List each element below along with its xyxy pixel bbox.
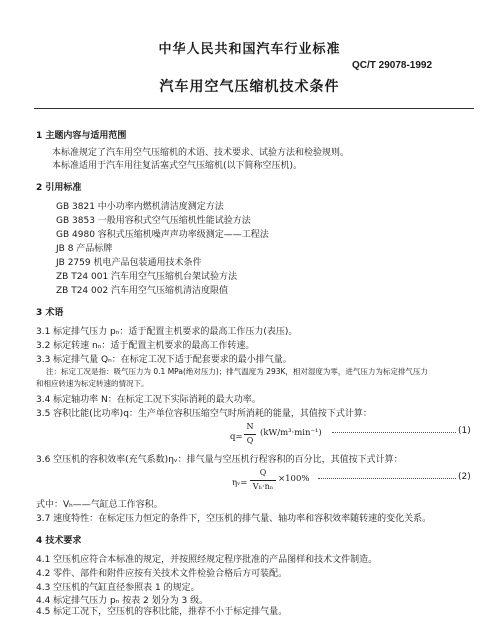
standard-code: QC/T 29078-1992: [352, 60, 433, 71]
formula-2-number: (2): [458, 472, 471, 482]
requirement-4-4: 4.4 标定排气压力 pₙ 按表 2 划分为 3 级。: [36, 596, 209, 606]
requirement-4-3: 4.3 空压机的气缸直径参照表 1 的规定。: [36, 583, 200, 593]
formula-1-lhs: q=: [230, 432, 243, 442]
requirement-4-2: 4.2 零件、部件和附件应按有关技术文件检验合格后方可装配。: [36, 569, 288, 579]
term-note-line-2: 和相应转速为标定转速的情况下。: [36, 379, 149, 388]
formula-1-fraction-bar: [244, 434, 256, 435]
reference-item: ZB T24 001 汽车用空气压缩机台架试验方法: [56, 272, 238, 282]
term-3-1: 3.1 标定排气压力 pₙ：适于配置主机要求的最高工作压力(表压)。: [36, 327, 298, 337]
section-1-paragraph-1: 本标准规定了汽车用空气压缩机的术语、技术要求、试验方法和检验规则。: [52, 148, 350, 158]
section-1-paragraph-2: 本标准适用于汽车用往复活塞式空气压缩机(以下简称空压机)。: [52, 161, 303, 171]
reference-item: GB 3821 中小功率内燃机清洁度测定方法: [56, 202, 224, 212]
formula-1-number: (1): [458, 426, 471, 436]
formula-2-rest: ×100%: [278, 474, 310, 484]
section-1-heading: 1 主题内容与适用范围: [36, 131, 127, 141]
section-3-heading: 3 术语: [36, 308, 64, 318]
title-divider: [34, 108, 474, 109]
reference-item: JB 2759 机电产品包装通用技术条件: [56, 258, 202, 268]
term-3-2: 3.2 标定转速 nₙ：适于配置主机要求的最高工作转速。: [36, 341, 255, 351]
term-3-7: 3.7 速度特性：在标定压力恒定的条件下，空压机的排气量、轴功率和容积效率随转速的变化关系。: [36, 514, 432, 524]
formula-2-numerator: Q: [259, 468, 267, 477]
term-3-3: 3.3 标定排气量 Qₙ：在标定工况下适于配套要求的最小排气量。: [36, 355, 292, 365]
formula-2-leader: [318, 470, 456, 479]
formula-2-denominator: Vₕ·nₙ: [252, 482, 274, 491]
requirement-4-1: 4.1 空压机应符合本标准的规定，并按照经规定程序批准的产品图样和技术文件制造。: [36, 555, 378, 565]
reference-item: GB 3853 一般用容积式空气压缩机性能试验方法: [56, 216, 251, 226]
standard-org-title: 中华人民共和国汽车行业标准: [158, 42, 341, 57]
term-3-6: 3.6 空压机的容积效率(充气系数)ηᵥ：排气量与空压机行程容积的百分比，其值按下式计算：: [36, 455, 403, 465]
term-3-4: 3.4 标定轴功率 N：在标定工况下实际消耗的最大功率。: [36, 395, 261, 405]
reference-item: GB 4980 容积式压缩机噪声声功率级测定——工程法: [56, 230, 269, 240]
reference-item: ZB T24 002 汽车用空气压缩机清洁度限值: [56, 286, 229, 296]
section-2-heading: 2 引用标准: [36, 183, 82, 193]
requirement-4-5: 4.5 标定工况下，空压机的容积比能，推荐不小于标定排气量。: [36, 607, 288, 617]
term-note-line-1: 注：标定工况是指：吸气压力为 0.1 MPa(绝对压力)；排气温度为 293K，相对湿度为零，进气压力为标定排气压力: [46, 367, 428, 376]
section-4-heading: 4 技术要求: [36, 536, 82, 546]
formula-2-lhs: ηᵥ=: [232, 478, 248, 488]
formula-1-denominator: Q: [246, 436, 254, 445]
formula-2-fraction-bar: [250, 480, 276, 481]
formula-2-where: 式中：Vₕ——气缸总工作容积。: [36, 500, 163, 510]
document-title: 汽车用空气压缩机技术条件: [159, 79, 340, 95]
formula-1-numerator: N: [246, 422, 254, 431]
term-3-5: 3.5 容积比能(比功率)q：生产单位容积压缩空气时所消耗的能量，其值按下式计算：: [36, 409, 372, 419]
formula-1-leader: [332, 424, 456, 433]
formula-1-units: (kW/m³·min⁻¹): [260, 428, 322, 438]
reference-item: JB 8 产品标牌: [56, 244, 113, 254]
